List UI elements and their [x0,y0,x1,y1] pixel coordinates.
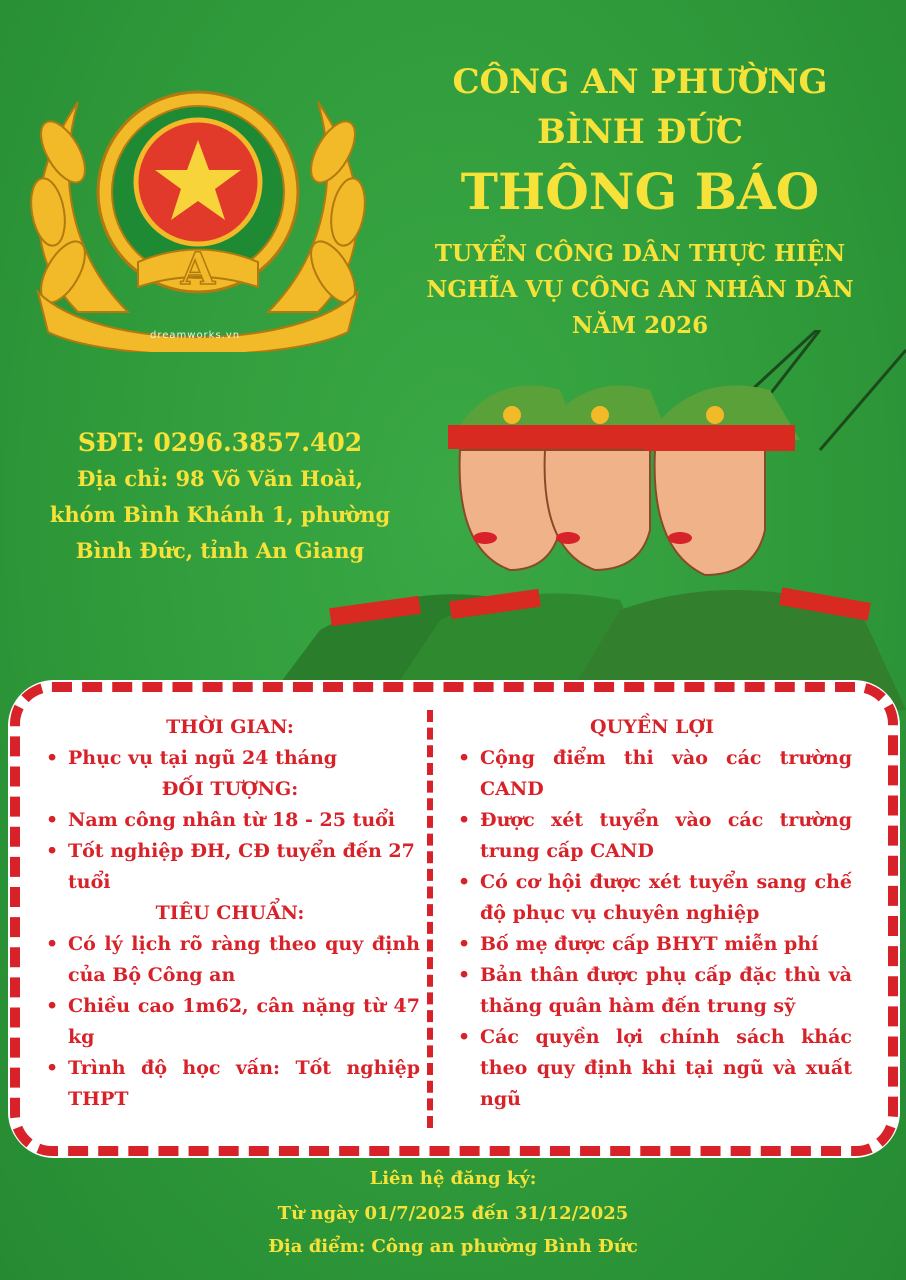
phone-number: SĐT: 0296.3857.402 [77,428,363,457]
subtitle-line-1: TUYỂN CÔNG DÂN THỰC HIỆN [434,240,846,267]
address-line-2: khóm Bình Khánh 1, phường [49,502,391,527]
list-item: • Nam công nhân từ 18 - 25 tuổi [40,805,420,836]
list-item: • Cộng điểm thi vào các trường CAND [452,743,852,805]
info-panel-divider [427,710,433,1128]
soldiers-illustration [260,330,906,710]
list-item: • Trình độ học vấn: Tốt nghiệp THPT [40,1053,420,1115]
address-line-3: Bình Đức, tỉnh An Giang [75,538,365,563]
emblem-credit: dreamworks.vn [150,330,241,341]
subtitle-line-2: NGHĨA VỤ CÔNG AN NHÂN DÂN [426,276,854,303]
list-item: • Các quyền lợi chính sách khác theo quy định khi tại ngũ và xuất ngũ [452,1022,852,1115]
time-heading: THỜI GIAN: [166,716,294,738]
left-column [40,712,420,1115]
list-item: • Chiều cao 1m62, cân nặng từ 47 kg [40,991,420,1053]
svg-text:A: A [180,244,216,295]
list-item: • Phục vụ tại ngũ 24 tháng [40,743,420,774]
list-item: • Được xét tuyển vào các trường trung cấp CAND [452,805,852,867]
announcement-title: THÔNG BÁO [460,162,820,221]
org-name-line-1: CÔNG AN PHƯỜNG [452,62,828,102]
police-emblem-icon [18,62,378,352]
target-heading: ĐỐI TƯỢNG: [161,778,299,800]
footer-date-range: Từ ngày 01/7/2025 đến 31/12/2025 [277,1203,629,1224]
subtitle-line-3: NĂM 2026 [571,312,709,339]
list-item: • Bố mẹ được cấp BHYT miễn phí [452,929,852,960]
right-column [452,712,852,1115]
benefits-heading: QUYỀN LỢI [590,716,714,738]
footer-contact-label: Liên hệ đăng ký: [369,1168,537,1189]
address-line-1: Địa chỉ: 98 Võ Văn Hoài, [77,466,363,491]
list-item: • Có cơ hội được xét tuyển sang chế độ phục vụ chuyên nghiệp [452,867,852,929]
footer-location: Địa điểm: Công an phường Bình Đức [268,1236,638,1257]
list-item: • Tốt nghiệp ĐH, CĐ tuyển đến 27 tuổi [40,836,420,898]
org-name-line-2: BÌNH ĐỨC [536,112,744,152]
criteria-heading: TIÊU CHUẨN: [155,902,305,924]
list-item: • Bản thân được phụ cấp đặc thù và thăng quân hàm đến trung sỹ [452,960,852,1022]
list-item: • Có lý lịch rõ ràng theo quy định của Bộ Công an [40,929,420,991]
